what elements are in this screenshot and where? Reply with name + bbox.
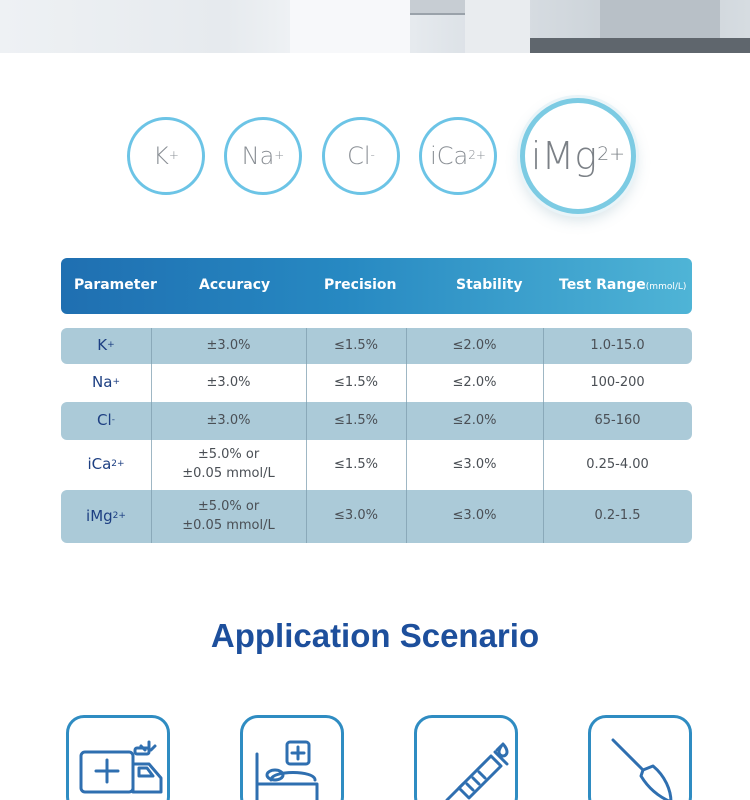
ion-circle-cl: Cl - xyxy=(322,117,400,195)
row-stability: ≤2.0% xyxy=(452,412,497,428)
table-row xyxy=(61,364,692,402)
row-param: Na + xyxy=(92,373,120,392)
row-param: iMg 2+ xyxy=(86,506,126,525)
table-row xyxy=(61,440,692,490)
table-row xyxy=(61,402,692,440)
ion-circle-na: Na + xyxy=(224,117,302,195)
row-precision: ≤1.5% xyxy=(334,337,378,353)
ion-circle-k: K + xyxy=(127,117,205,195)
ion-circle-ica: iCa $^{2+}$ xyxy=(419,117,497,195)
row-accuracy: ±5.0% or ±0.05 mmol/L xyxy=(182,498,275,533)
header-accuracy: Accuracy xyxy=(199,277,271,293)
row-accuracy: ±3.0% xyxy=(206,374,251,390)
row-range: 1.0-15.0 xyxy=(590,337,645,353)
header-precision: Precision xyxy=(324,277,397,293)
table-row xyxy=(61,490,692,543)
row-stability: ≤3.0% xyxy=(452,456,497,472)
row-accuracy: ±3.0% xyxy=(206,412,251,428)
syringe-icon xyxy=(414,715,518,800)
scalpel-icon xyxy=(588,715,692,800)
header-parameter: Parameter xyxy=(74,277,157,293)
row-param: iCa 2+ xyxy=(87,455,125,474)
row-precision: ≤1.5% xyxy=(334,412,378,428)
table-row xyxy=(61,328,692,364)
row-range: 0.25-4.00 xyxy=(586,456,649,472)
row-precision: ≤1.5% xyxy=(334,456,378,472)
header-test-range: Test Range(mmol/L) xyxy=(559,277,687,293)
header-test-range-unit: (mmol/L) xyxy=(645,282,687,292)
row-range: 100-200 xyxy=(590,374,645,390)
header-stability: Stability xyxy=(456,277,523,293)
hospital-bed-icon xyxy=(240,715,344,800)
row-param: K + xyxy=(97,336,115,355)
row-stability: ≤2.0% xyxy=(452,337,497,353)
row-range: 65-160 xyxy=(594,412,641,428)
row-stability: ≤2.0% xyxy=(452,374,497,390)
ion-circle-img: iMg $^{2+}$ xyxy=(520,98,636,214)
row-accuracy: ±3.0% xyxy=(206,337,251,353)
ambulance-icon xyxy=(66,715,170,800)
row-precision: ≤3.0% xyxy=(334,508,378,524)
row-param: Cl - xyxy=(97,411,115,430)
hero-photo-strip xyxy=(0,0,750,53)
row-precision: ≤1.5% xyxy=(334,374,378,390)
spec-table-body xyxy=(61,328,692,543)
section-title: Application Scenario xyxy=(210,617,540,654)
row-stability: ≤3.0% xyxy=(452,508,497,524)
spec-table-header xyxy=(61,258,692,314)
row-accuracy: ±5.0% or ±0.05 mmol/L xyxy=(182,447,275,481)
row-range: 0.2-1.5 xyxy=(594,508,641,524)
